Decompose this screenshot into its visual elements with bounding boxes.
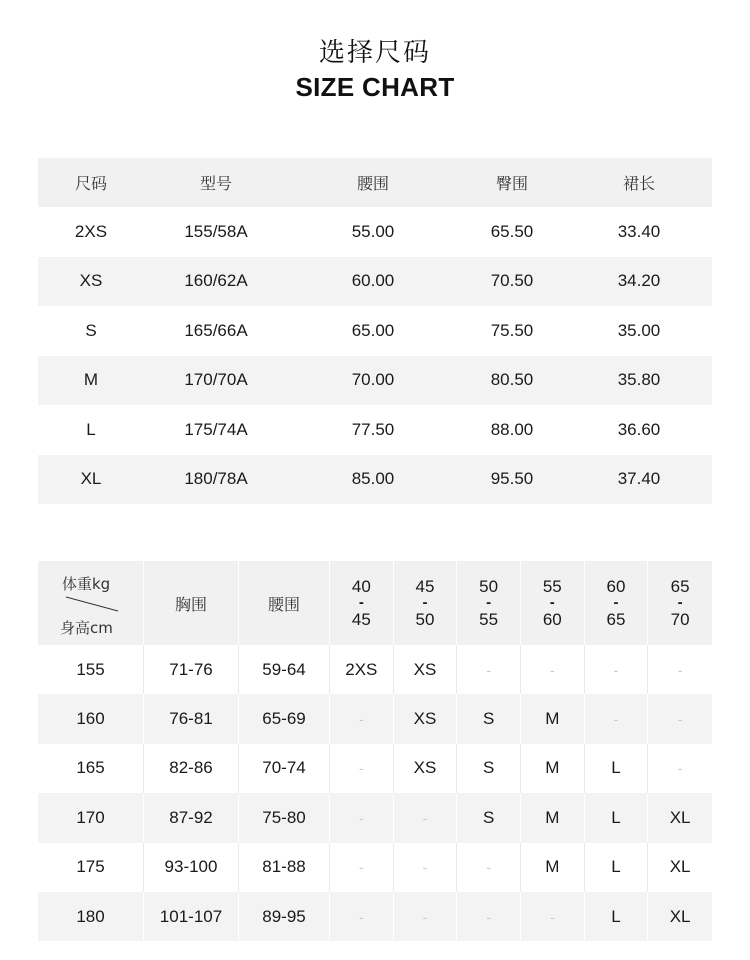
cell-recommended-size: XL <box>669 807 691 827</box>
cell-chest: 76-81 <box>144 694 239 743</box>
cell-waist: 81-88 <box>239 843 330 892</box>
cell-waist: 77.50 <box>351 419 395 439</box>
header-weight-range <box>394 561 458 645</box>
table-row <box>38 843 712 892</box>
header-waist: 腰围 <box>239 561 330 645</box>
table-row <box>38 793 712 842</box>
cell-chest: 71-76 <box>144 645 239 694</box>
cell-recommended-size: XL <box>669 857 691 877</box>
title-block <box>0 36 750 104</box>
empty-marker: - <box>677 661 683 678</box>
cell-recommended-size: XS <box>394 744 458 793</box>
cell-recommended-size: M <box>521 843 585 892</box>
cell-recommended-size <box>330 793 394 842</box>
empty-marker: - <box>358 711 364 728</box>
cell-recommended-size: 2XS <box>330 645 394 694</box>
cell-hip: 70.50 <box>490 271 534 291</box>
cell-size: 2XS <box>74 221 108 241</box>
cell-recommended-size: L <box>585 744 649 793</box>
range-to: 60 <box>542 610 562 629</box>
range-to: 65 <box>606 610 626 629</box>
cell-model: 170/70A <box>184 370 248 390</box>
cell-chest: 82-86 <box>144 744 239 793</box>
cell-recommended-size <box>585 645 649 694</box>
cell-hip: 88.00 <box>490 419 534 439</box>
cell-height: 180 <box>38 892 144 941</box>
cell-waist: 70-74 <box>239 744 330 793</box>
cell-chest: 101-107 <box>144 892 239 941</box>
empty-marker: - <box>422 859 428 876</box>
cell-waist: 75-80 <box>239 793 330 842</box>
range-separator: - <box>677 594 683 611</box>
weight-axis-label: 体重kg <box>62 575 111 593</box>
table-row <box>38 405 712 455</box>
cell-skirt-length: 34.20 <box>617 271 661 291</box>
cell-skirt-length: 36.60 <box>617 419 661 439</box>
weight-range-label <box>543 578 562 628</box>
cell-recommended-size: M <box>521 744 585 793</box>
cell-model: 160/62A <box>184 271 248 291</box>
table-row <box>38 694 712 743</box>
cell-waist: 60.00 <box>351 271 395 291</box>
header-size: 尺码 <box>74 174 107 193</box>
range-from: 50 <box>479 577 499 596</box>
cell-height: 160 <box>38 694 144 743</box>
cell-height: 155 <box>38 645 144 694</box>
range-from: 65 <box>670 577 690 596</box>
cell-size: XL <box>80 469 102 489</box>
cell-recommended-size <box>330 694 394 743</box>
cell-recommended-size <box>648 694 712 743</box>
header-chest: 胸围 <box>144 561 239 645</box>
cell-model: 180/78A <box>184 469 248 489</box>
header-waist: 腰围 <box>356 174 389 193</box>
table-row <box>38 455 712 505</box>
header-weight-range <box>648 561 712 645</box>
cell-size: XS <box>79 271 103 291</box>
cell-recommended-size: L <box>585 793 649 842</box>
cell-size: S <box>85 320 97 340</box>
cell-recommended-size <box>521 645 585 694</box>
cell-recommended-size: M <box>521 694 585 743</box>
cell-waist: 55.00 <box>351 221 395 241</box>
cell-recommended-size <box>457 843 521 892</box>
height-axis-label: 身高cm <box>60 619 113 637</box>
cell-recommended-size <box>394 793 458 842</box>
weight-range-label <box>416 578 435 628</box>
title-chinese: 选择尺码 <box>318 38 431 68</box>
cell-skirt-length: 33.40 <box>617 221 661 241</box>
cell-recommended-size <box>330 843 394 892</box>
cell-skirt-length: 35.80 <box>617 370 661 390</box>
range-from: 55 <box>542 577 562 596</box>
cell-chest: 87-92 <box>144 793 239 842</box>
cell-size: M <box>83 370 99 390</box>
cell-recommended-size <box>585 694 649 743</box>
size-table <box>38 158 712 504</box>
cell-hip: 75.50 <box>490 320 534 340</box>
cell-recommended-size <box>330 892 394 941</box>
range-separator: - <box>613 594 619 611</box>
table-row <box>38 645 712 694</box>
empty-marker: - <box>486 661 491 678</box>
range-to: 45 <box>351 610 371 629</box>
empty-marker: - <box>358 908 364 925</box>
weight-range-label <box>671 578 690 628</box>
header-weight-range <box>521 561 585 645</box>
cell-waist: 65.00 <box>351 320 395 340</box>
cell-skirt-length: 37.40 <box>617 469 661 489</box>
cell-hip: 95.50 <box>490 469 534 489</box>
range-to: 70 <box>670 610 690 629</box>
title-english: SIZE CHART <box>295 72 455 102</box>
empty-marker: - <box>358 760 364 777</box>
table-row <box>38 207 712 257</box>
corner-cell <box>38 561 144 645</box>
fit-table <box>38 561 712 941</box>
empty-marker: - <box>549 661 555 678</box>
cell-recommended-size: M <box>521 793 585 842</box>
cell-waist: 70.00 <box>351 370 395 390</box>
cell-waist: 59-64 <box>239 645 330 694</box>
cell-height: 165 <box>38 744 144 793</box>
range-to: 50 <box>415 610 435 629</box>
range-separator: - <box>422 594 428 611</box>
empty-marker: - <box>486 908 491 925</box>
empty-marker: - <box>677 711 683 728</box>
cell-recommended-size <box>648 744 712 793</box>
empty-marker: - <box>677 760 683 777</box>
empty-marker: - <box>613 711 619 728</box>
header-hip: 臀围 <box>495 174 528 193</box>
header-weight-range <box>585 561 649 645</box>
table-row <box>38 257 712 307</box>
table-row <box>38 744 712 793</box>
cell-recommended-size: XS <box>394 645 458 694</box>
cell-recommended-size <box>330 744 394 793</box>
range-from: 40 <box>351 577 371 596</box>
cell-waist: 89-95 <box>239 892 330 941</box>
cell-recommended-size <box>394 892 458 941</box>
cell-recommended-size: L <box>585 892 649 941</box>
cell-skirt-length: 35.00 <box>617 320 661 340</box>
header-weight-range <box>457 561 521 645</box>
cell-recommended-size: XS <box>394 694 458 743</box>
range-from: 60 <box>606 577 626 596</box>
empty-marker: - <box>486 859 491 876</box>
range-to: 55 <box>479 610 499 629</box>
cell-recommended-size: L <box>585 843 649 892</box>
header-weight-range <box>330 561 394 645</box>
empty-marker: - <box>358 809 364 826</box>
cell-hip: 65.50 <box>490 221 534 241</box>
fit-table-header <box>38 561 712 645</box>
cell-size: L <box>86 419 96 439</box>
cell-recommended-size <box>394 843 458 892</box>
cell-model: 165/66A <box>184 320 248 340</box>
cell-recommended-size <box>457 645 521 694</box>
cell-hip: 80.50 <box>490 370 534 390</box>
range-separator: - <box>358 594 364 611</box>
cell-waist: 85.00 <box>351 469 395 489</box>
table-row <box>38 306 712 356</box>
empty-marker: - <box>358 859 364 876</box>
table-row <box>38 356 712 406</box>
table-row <box>38 892 712 941</box>
weight-range-label <box>479 578 498 628</box>
weight-range-label <box>606 578 625 628</box>
header-model: 型号 <box>199 174 232 193</box>
cell-recommended-size <box>457 892 521 941</box>
weight-range-label <box>352 578 371 628</box>
cell-chest: 93-100 <box>144 843 239 892</box>
empty-marker: - <box>422 908 428 925</box>
cell-height: 170 <box>38 793 144 842</box>
empty-marker: - <box>613 661 619 678</box>
range-from: 45 <box>415 577 435 596</box>
cell-height: 175 <box>38 843 144 892</box>
empty-marker: - <box>422 809 428 826</box>
cell-recommended-size: S <box>457 744 521 793</box>
cell-recommended-size <box>521 892 585 941</box>
cell-recommended-size <box>648 645 712 694</box>
cell-model: 175/74A <box>184 419 248 439</box>
header-skirt-length: 裙长 <box>622 174 655 193</box>
cell-recommended-size: S <box>457 793 521 842</box>
range-separator: - <box>486 594 492 611</box>
cell-model: 155/58A <box>184 221 248 241</box>
size-table-header <box>38 158 712 207</box>
range-separator: - <box>549 594 555 611</box>
cell-waist: 65-69 <box>239 694 330 743</box>
cell-recommended-size: S <box>457 694 521 743</box>
cell-recommended-size: XL <box>669 906 691 926</box>
empty-marker: - <box>549 908 555 925</box>
